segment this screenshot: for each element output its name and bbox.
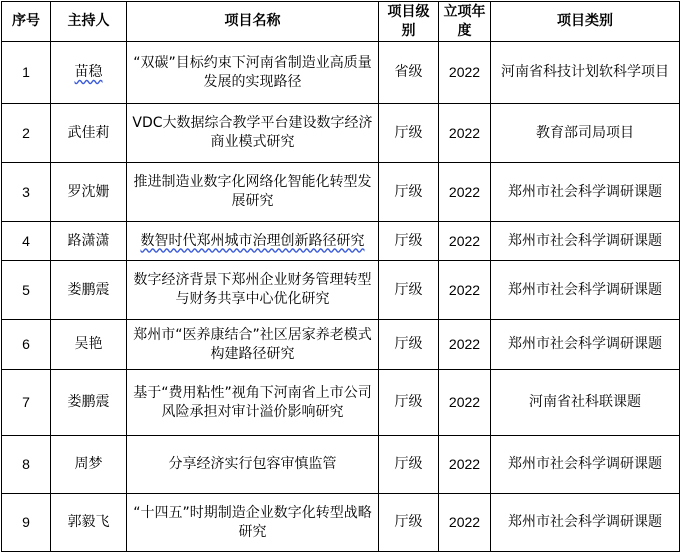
cell-level: 厅级 [379, 320, 439, 370]
cell-project-name: 数字经济背景下郑州企业财务管理转型与财务共享中心优化研究 [127, 261, 379, 320]
table-row [2, 104, 680, 163]
cell-project-name [127, 222, 379, 261]
cell-host: 武佳莉 [51, 104, 127, 163]
cell-year: 2022 [439, 436, 491, 494]
cell-category: 郑州市社会科学调研课题 [491, 222, 680, 261]
cell-seq: 6 [2, 320, 51, 370]
cell-host: 娄鹏震 [51, 370, 127, 436]
cell-host: 周梦 [51, 436, 127, 494]
cell-category: 教育部司局项目 [491, 104, 680, 163]
cell-project-name: VDC大数据综合教学平台建设数字经济商业模式研究 [127, 104, 379, 163]
table-row [2, 222, 680, 261]
table-header-row [2, 2, 680, 42]
cell-host: 郭毅飞 [51, 494, 127, 552]
cell-year: 2022 [439, 494, 491, 552]
cell-level: 厅级 [379, 222, 439, 261]
cell-level: 厅级 [379, 494, 439, 552]
cell-year: 2022 [439, 163, 491, 222]
header-seq: 序号 [2, 2, 51, 42]
table-row [2, 370, 680, 436]
cell-category: 郑州市社会科学调研课题 [491, 320, 680, 370]
cell-project-name: “十四五”时期制造企业数字化转型战略研究 [127, 494, 379, 552]
header-category: 项目类别 [491, 2, 680, 42]
header-year: 立项年度 [439, 2, 491, 42]
cell-project-name: 推进制造业数字化网络化智能化转型发展研究 [127, 163, 379, 222]
table-row [2, 320, 680, 370]
cell-year: 2022 [439, 261, 491, 320]
header-host: 主持人 [51, 2, 127, 42]
cell-project-name: “双碳”目标约束下河南省制造业高质量发展的实现路径 [127, 42, 379, 104]
cell-seq: 7 [2, 370, 51, 436]
cell-seq: 2 [2, 104, 51, 163]
cell-year: 2022 [439, 222, 491, 261]
cell-year: 2022 [439, 320, 491, 370]
cell-host: 路潇潇 [51, 222, 127, 261]
cell-seq: 9 [2, 494, 51, 552]
cell-level: 厅级 [379, 261, 439, 320]
table-row [2, 163, 680, 222]
cell-project-name: 郑州市“医养康结合”社区居家养老模式构建路径研究 [127, 320, 379, 370]
header-level: 项目级别 [379, 2, 439, 42]
host-name: 苗稳 [74, 64, 103, 80]
cell-seq: 8 [2, 436, 51, 494]
table-row [2, 42, 680, 104]
cell-project-name: 基于“费用粘性”视角下河南省上市公司风险承担对审计溢价影响研究 [127, 370, 379, 436]
project-table [1, 1, 680, 552]
cell-host: 罗沈姗 [51, 163, 127, 222]
cell-year: 2022 [439, 370, 491, 436]
cell-level: 省级 [379, 42, 439, 104]
table-row [2, 494, 680, 552]
cell-host: 吴艳 [51, 320, 127, 370]
cell-year: 2022 [439, 104, 491, 163]
cell-project-name: 分享经济实行包容审慎监管 [127, 436, 379, 494]
cell-level: 厅级 [379, 163, 439, 222]
project-name-text: 数智时代郑州城市治理创新路径研究 [140, 232, 365, 249]
cell-category: 郑州市社会科学调研课题 [491, 494, 680, 552]
cell-level: 厅级 [379, 436, 439, 494]
cell-category: 河南省科技计划软科学项目 [491, 42, 680, 104]
cell-seq: 5 [2, 261, 51, 320]
cell-category: 郑州市社会科学调研课题 [491, 261, 680, 320]
cell-category: 河南省社科联课题 [491, 370, 680, 436]
cell-year: 2022 [439, 42, 491, 104]
table-row [2, 436, 680, 494]
cell-seq: 3 [2, 163, 51, 222]
cell-seq: 4 [2, 222, 51, 261]
cell-category: 郑州市社会科学调研课题 [491, 163, 680, 222]
cell-host: 娄鹏震 [51, 261, 127, 320]
cell-category: 郑州市社会科学调研课题 [491, 436, 680, 494]
cell-level: 厅级 [379, 104, 439, 163]
table-row [2, 261, 680, 320]
cell-level: 厅级 [379, 370, 439, 436]
header-project-name: 项目名称 [127, 2, 379, 42]
cell-seq: 1 [2, 42, 51, 104]
cell-host [51, 42, 127, 104]
